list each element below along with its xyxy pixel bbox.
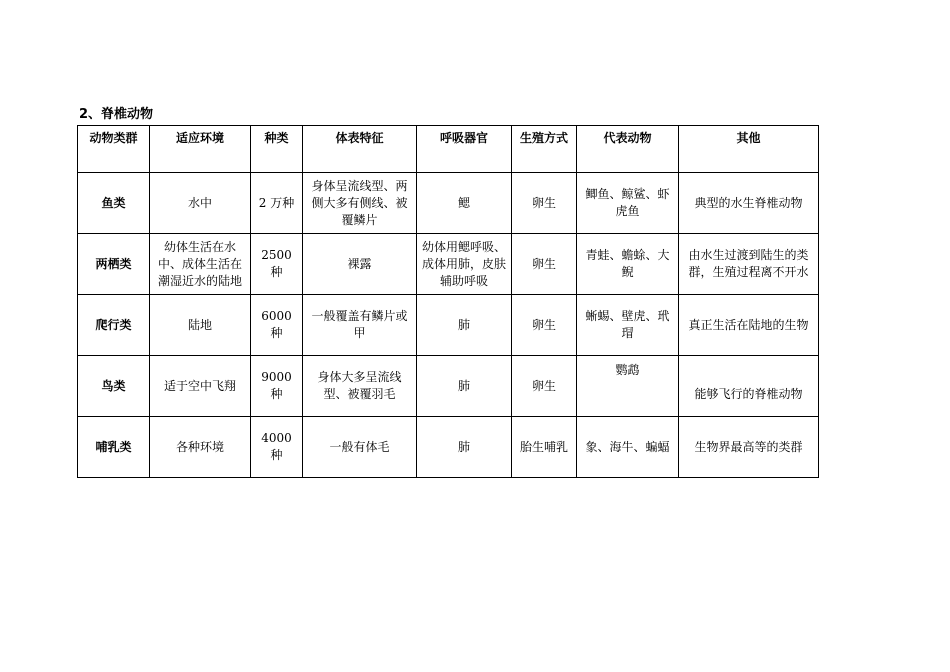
- table-row: [78, 417, 819, 478]
- cell-examples: 蜥蜴、壁虎、玳瑁: [577, 295, 679, 356]
- cell-surface: 身体大多呈流线型、被覆羽毛: [303, 356, 417, 417]
- cell-environment: 幼体生活在水中、成体生活在潮湿近水的陆地: [150, 234, 251, 295]
- cell-respiration: 幼体用鳃呼吸、成体用肺，皮肤辅助呼吸: [417, 234, 512, 295]
- cell-species: 9000 种: [251, 356, 303, 417]
- cell-other: 真正生活在陆地的生物: [679, 295, 819, 356]
- cell-surface: 一般有体毛: [303, 417, 417, 478]
- column-header-group: 动物类群: [78, 126, 150, 173]
- cell-group: 爬行类: [78, 295, 150, 356]
- cell-environment: 适于空中飞翔: [150, 356, 251, 417]
- cell-other: 能够飞行的脊椎动物: [679, 356, 819, 417]
- cell-other: 由水生过渡到陆生的类群，生殖过程离不开水: [679, 234, 819, 295]
- cell-reproduction: 卵生: [512, 173, 577, 234]
- table-row: [78, 295, 819, 356]
- cell-surface: 一般覆盖有鳞片或甲: [303, 295, 417, 356]
- cell-environment: 陆地: [150, 295, 251, 356]
- header-row: [78, 126, 819, 173]
- cell-species: 4000 种: [251, 417, 303, 478]
- cell-respiration: 肺: [417, 356, 512, 417]
- cell-species: 2500 种: [251, 234, 303, 295]
- cell-respiration: 鳃: [417, 173, 512, 234]
- cell-reproduction: 胎生哺乳: [512, 417, 577, 478]
- cell-examples: 鹦鹉: [577, 356, 679, 417]
- column-header-environment: 适应环境: [150, 126, 251, 173]
- table-row: [78, 356, 819, 417]
- section-heading: 2、脊椎动物: [79, 107, 154, 122]
- cell-respiration: 肺: [417, 295, 512, 356]
- table-row: [78, 173, 819, 234]
- cell-other: 典型的水生脊椎动物: [679, 173, 819, 234]
- column-header-reproduction: 生殖方式: [512, 126, 577, 173]
- cell-group: 哺乳类: [78, 417, 150, 478]
- cell-examples: 象、海牛、蝙蝠: [577, 417, 679, 478]
- column-header-examples: 代表动物: [577, 126, 679, 173]
- cell-surface: 身体呈流线型、两侧大多有侧线、被覆鳞片: [303, 173, 417, 234]
- cell-environment: 水中: [150, 173, 251, 234]
- column-header-respiration: 呼吸器官: [417, 126, 512, 173]
- column-header-species: 种类: [251, 126, 303, 173]
- cell-group: 鸟类: [78, 356, 150, 417]
- cell-group: 两栖类: [78, 234, 150, 295]
- cell-examples: 青蛙、蟾蜍、大鲵: [577, 234, 679, 295]
- cell-reproduction: 卵生: [512, 295, 577, 356]
- cell-reproduction: 卵生: [512, 234, 577, 295]
- table-row: [78, 234, 819, 295]
- cell-species: 6000 种: [251, 295, 303, 356]
- cell-other: 生物界最高等的类群: [679, 417, 819, 478]
- cell-examples: 鲫鱼、鲸鲨、虾虎鱼: [577, 173, 679, 234]
- column-header-other: 其他: [679, 126, 819, 173]
- cell-reproduction: 卵生: [512, 356, 577, 417]
- vertebrate-table: [77, 125, 819, 478]
- cell-species: 2 万种: [251, 173, 303, 234]
- cell-respiration: 肺: [417, 417, 512, 478]
- column-header-surface: 体表特征: [303, 126, 417, 173]
- cell-group: 鱼类: [78, 173, 150, 234]
- cell-surface: 裸露: [303, 234, 417, 295]
- cell-environment: 各种环境: [150, 417, 251, 478]
